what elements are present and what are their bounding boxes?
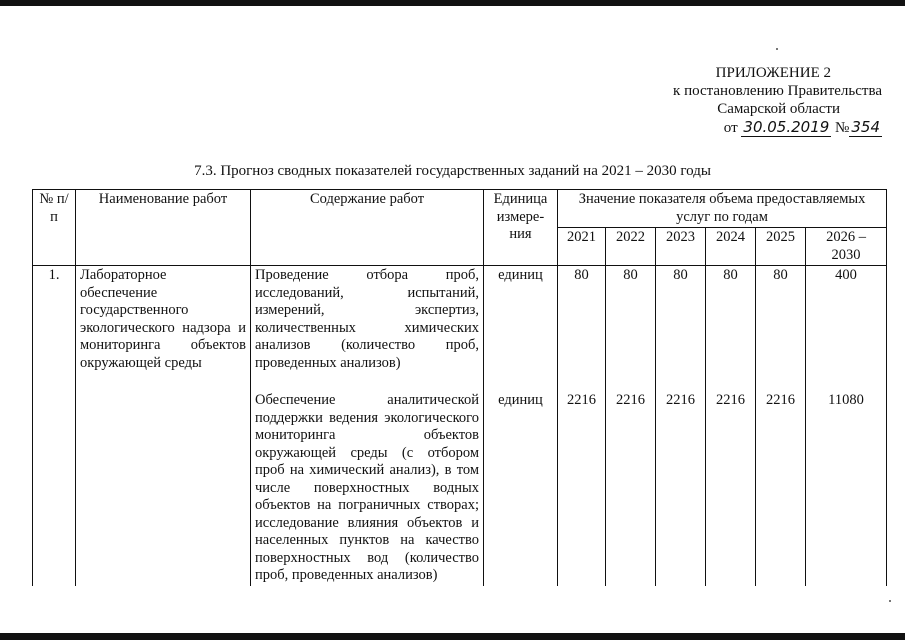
appendix-title: ПРИЛОЖЕНИЕ 2 xyxy=(715,65,831,81)
cell-name xyxy=(76,391,251,586)
date-prefix: от xyxy=(723,120,738,136)
cell-num: 1. xyxy=(33,266,76,374)
cell-value: 11080 xyxy=(806,391,887,586)
cell-value: 80 xyxy=(606,266,656,374)
cell-value: 2216 xyxy=(756,391,806,586)
cell-value: 80 xyxy=(656,266,706,374)
header-year: 2023 xyxy=(656,228,706,266)
cell-content: Проведение отбора проб, исследований, испытаний, измерений, экспертиз, количественных химических анализов (количество проб, проведенных анализов) xyxy=(251,266,484,374)
header-num: № п/п xyxy=(33,190,76,266)
document-title: 7.3. Прогноз сводных показателей государственных заданий на 2021 – 2030 годы xyxy=(194,163,711,179)
cell-unit: единиц xyxy=(484,391,558,586)
appendix-date-line xyxy=(622,118,882,137)
scan-speck xyxy=(889,600,891,602)
table-row xyxy=(33,391,887,586)
scan-top-edge xyxy=(0,0,905,6)
header-year: 2025 xyxy=(756,228,806,266)
header-year: 2026 – 2030 xyxy=(806,228,887,266)
appendix-block xyxy=(622,64,882,137)
scan-bottom-edge xyxy=(0,633,905,640)
cell-unit: единиц xyxy=(484,266,558,374)
appendix-region-line: Самарской области xyxy=(717,101,840,117)
forecast-table xyxy=(32,189,887,586)
appendix-resolution-line: к постановлению Правительства xyxy=(673,83,882,99)
header-unit: Единица измере-ния xyxy=(484,190,558,266)
cell-value: 80 xyxy=(558,266,606,374)
header-values-group: Значение показателя объема предоставляемых услуг по годам xyxy=(558,190,887,228)
row-spacer xyxy=(33,373,887,391)
header-name: Наименование работ xyxy=(76,190,251,266)
cell-value: 2216 xyxy=(656,391,706,586)
cell-content: Обеспечение аналитической поддержки ведения экологического мониторинга объектов окружающей среды (с отбором проб на химический анализ), в том числе поверхностных водных объектов на пограничных створах; исследование влияния объектов и населенных пунктов на качество поверхностных вод (количество проб, проведенных анализов) xyxy=(251,391,484,586)
cell-value: 80 xyxy=(706,266,756,374)
cell-value: 400 xyxy=(806,266,887,374)
cell-value: 2216 xyxy=(558,391,606,586)
number-prefix: № xyxy=(835,120,850,136)
cell-num xyxy=(33,391,76,586)
header-content: Содержание работ xyxy=(251,190,484,266)
scan-speck xyxy=(776,48,778,50)
header-year: 2024 xyxy=(706,228,756,266)
cell-value: 80 xyxy=(756,266,806,374)
table-row xyxy=(33,266,887,374)
handwritten-number: 354 xyxy=(851,118,880,136)
cell-value: 2216 xyxy=(706,391,756,586)
cell-value: 2216 xyxy=(606,391,656,586)
header-year: 2021 xyxy=(558,228,606,266)
header-row xyxy=(33,190,887,228)
header-year: 2022 xyxy=(606,228,656,266)
cell-name: Лабораторное обеспечение государственного экологического надзора и мониторинга объектов окружающей среды xyxy=(76,266,251,374)
handwritten-date: 30.05.2019 xyxy=(743,118,830,136)
